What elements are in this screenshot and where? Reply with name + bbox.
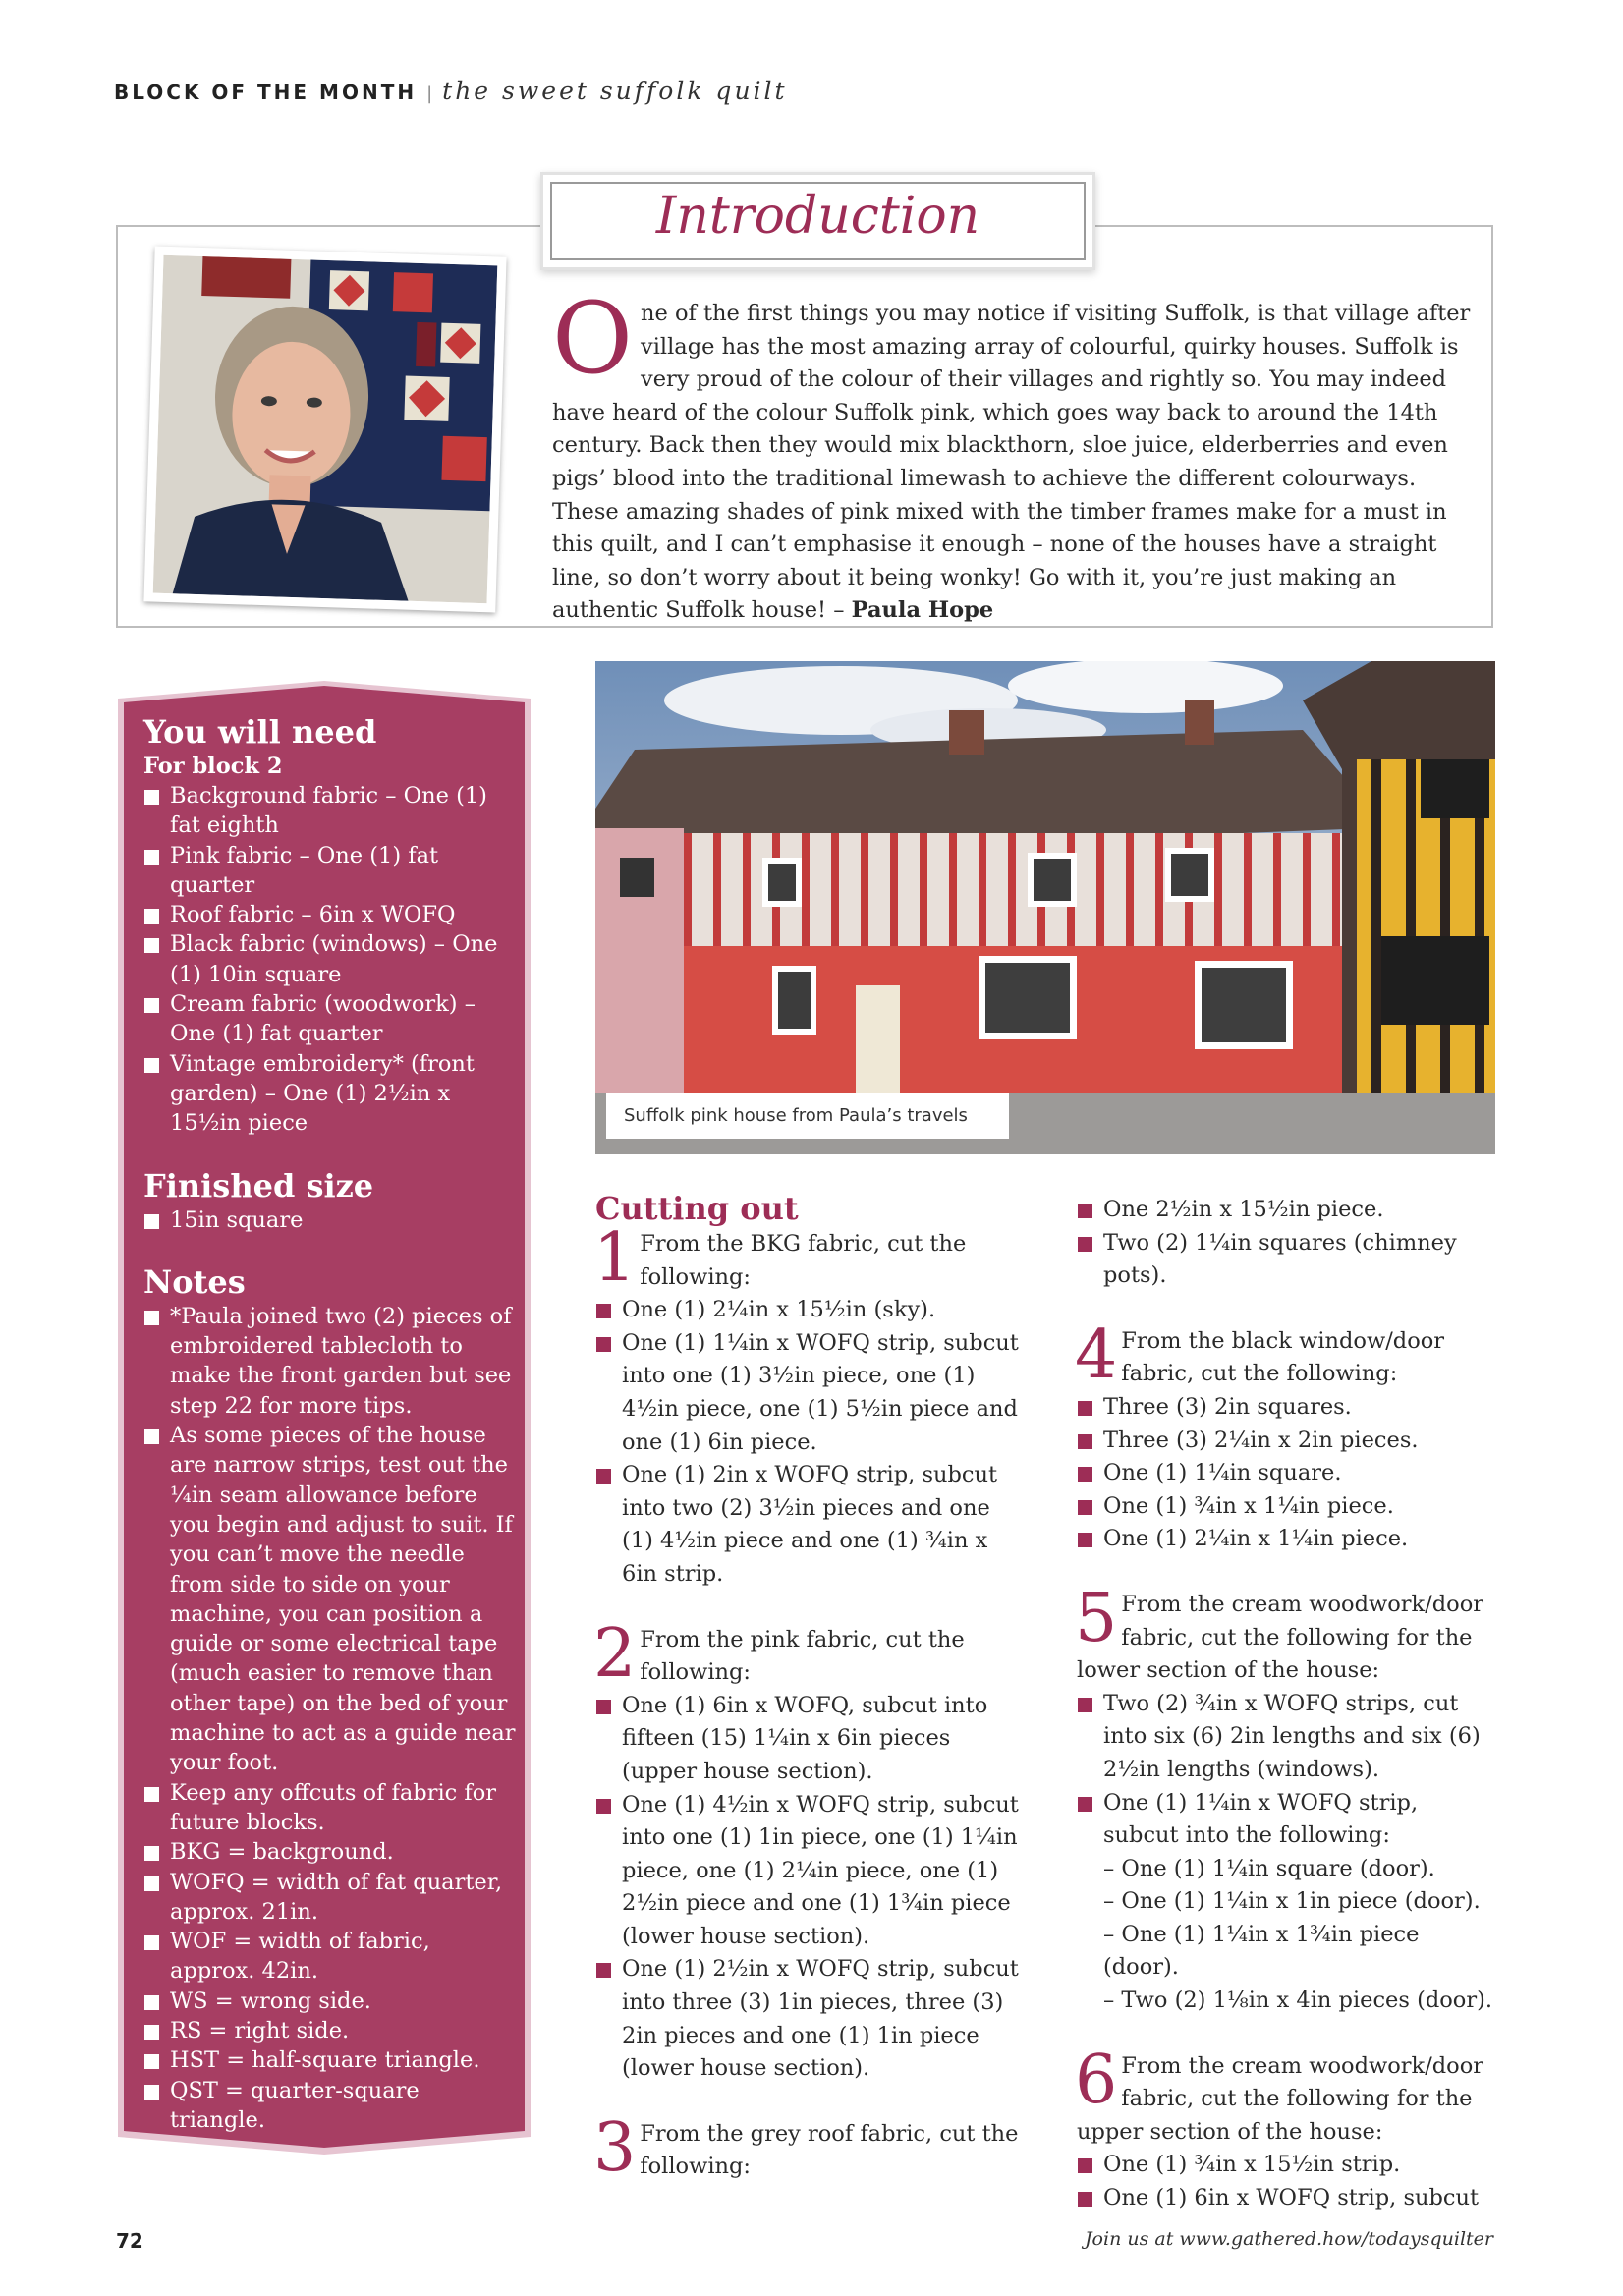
step-3 bbox=[593, 2108, 1028, 2187]
list-item: One (1) 1¼in x WOFQ strip, subcut into one (1) 3½in piece, one (1) 4½in piece, one (1) 5½in piece and one (1) 6in piece. bbox=[595, 1327, 1028, 1459]
size-list bbox=[143, 1205, 517, 1235]
list-item: Roof fabric – 6in x WOFQ bbox=[143, 900, 517, 929]
step-number: 6 bbox=[1075, 2041, 1118, 2119]
list-item: One (1) 1¼in square. bbox=[1077, 1457, 1499, 1490]
step-intro: From the pink fabric, cut the following: bbox=[640, 1626, 965, 1686]
list-item: Keep any offcuts of fabric for future blocks. bbox=[143, 1778, 517, 1838]
step-6 bbox=[1075, 2041, 1499, 2215]
list-item: Pink fabric – One (1) fat quarter bbox=[143, 841, 517, 901]
list-item: One (1) 2½in x WOFQ strip, subcut into three (3) 1in pieces, three (3) 2in pieces and one (1) 1in piece (lower house section). bbox=[595, 1953, 1028, 2085]
finished-size-heading: Finished size bbox=[143, 1166, 374, 1204]
series-title: the sweet suffolk quilt bbox=[442, 77, 788, 105]
list-item: Cream fabric (woodwork) – One (1) fat quarter bbox=[143, 989, 517, 1049]
list-item: BKG = background. bbox=[143, 1837, 517, 1867]
notes-list bbox=[143, 1302, 517, 2135]
list-item: One (1) 6in x WOFQ strip, subcut bbox=[1077, 2182, 1499, 2215]
list-item: RS = right side. bbox=[143, 2016, 517, 2045]
list-item: Vintage embroidery* (front garden) – One (1) 2½in x 15½in piece bbox=[143, 1049, 517, 1139]
block-subheading: For block 2 bbox=[143, 754, 283, 779]
step-intro: From the cream woodwork/door fabric, cut the following for the upper section of the house: bbox=[1077, 2052, 1484, 2145]
sub-list-item: – Two (2) 1⅛in x 4in pieces (door). bbox=[1103, 1988, 1493, 2014]
list-item: One (1) 6in x WOFQ, subcut into fifteen (15) 1¼in x 6in pieces (upper house section). bbox=[595, 1690, 1028, 1789]
step-number: 4 bbox=[1075, 1316, 1118, 1394]
sub-list-item: – One (1) 1¼in x 1¾in piece (door). bbox=[1103, 1921, 1420, 1981]
step-intro: From the black window/door fabric, cut the following: bbox=[1121, 1327, 1445, 1387]
sidebar-content bbox=[143, 712, 517, 2135]
cutting-column-1 bbox=[593, 1189, 1028, 2187]
list-item: One 2½in x 15½in piece. bbox=[1077, 1194, 1499, 1227]
page-number: 72 bbox=[116, 2229, 143, 2253]
list-item: One (1) 2¼in x 1¼in piece. bbox=[1077, 1523, 1499, 1556]
list-item: Three (3) 2¼in x 2in pieces. bbox=[1077, 1425, 1499, 1458]
you-will-need-heading: You will need bbox=[143, 713, 377, 751]
author-portrait bbox=[143, 246, 506, 612]
step-number: 2 bbox=[593, 1614, 637, 1693]
step-3-list bbox=[1077, 1194, 1499, 1293]
sub-list-item: – One (1) 1¼in x 1in piece (door). bbox=[1103, 1888, 1481, 1915]
house-photo bbox=[595, 661, 1495, 1154]
step-number: 1 bbox=[593, 1219, 637, 1297]
list-item: Background fabric – One (1) fat eighth bbox=[143, 781, 517, 841]
section-label: BLOCK OF THE MONTH bbox=[114, 81, 418, 104]
list-item: WS = wrong side. bbox=[143, 1987, 517, 2016]
intro-body: ne of the first things you may notice if visiting Suffolk, is that village after village has the most amazing array of colourful, quirky houses. Suffolk is very proud of the colour of their villages and rightly so. You may indeed have heard of the colour Suffolk pink, which goes way back to around the 14th century. Back then they would mix blackthorn, sloe juice, elderberries and even pigs’ blood into the traditional limewash to achieve the different colourways. These amazing shades of pink mixed with the timber frames make for a must in this quilt, and I can’t emphasise it enough – none of the houses have a straight line, so don’t worry about it being wonky! Go with it, you’re just making an authentic Suffolk house! – bbox=[552, 301, 1471, 624]
header-separator: | bbox=[426, 84, 433, 104]
step-intro: From the BKG fabric, cut the following: bbox=[640, 1231, 967, 1290]
list-item: QST = quarter-square triangle. bbox=[143, 2076, 517, 2136]
intro-author: Paula Hope bbox=[851, 597, 994, 624]
step-intro: From the grey roof fabric, cut the following: bbox=[640, 2120, 1019, 2180]
list-item: One (1) 2in x WOFQ strip, subcut into two (2) 3½in pieces and one (1) 4½in piece and one (1) ¾in x 6in strip. bbox=[595, 1459, 1028, 1591]
list-item: As some pieces of the house are narrow strips, test out the ¼in seam allowance before you begin and adjust to suit. If you can’t move the needle from side to side on your machine, you can position a guide or some electrical tape (much easier to remove than other tape) on the bed of your machine to act as a guide near your foot. bbox=[143, 1421, 517, 1778]
intro-text bbox=[552, 281, 1479, 628]
step-intro: From the cream woodwork/door fabric, cut the following for the lower section of the house: bbox=[1077, 1591, 1484, 1684]
sub-list-item: – One (1) 1¼in square (door). bbox=[1103, 1855, 1435, 1881]
notes-heading: Notes bbox=[143, 1262, 246, 1301]
footer-link[interactable]: Join us at www.gathered.how/todaysquilter bbox=[1084, 2228, 1493, 2250]
list-item: WOF = width of fabric, approx. 42in. bbox=[143, 1927, 517, 1987]
step-2 bbox=[593, 1614, 1028, 2086]
drop-cap: O bbox=[552, 281, 633, 396]
portrait-image bbox=[153, 255, 498, 604]
step-1 bbox=[593, 1219, 1028, 1592]
list-item: 15in square bbox=[143, 1205, 517, 1235]
photo-caption: Suffolk pink house from Paula’s travels bbox=[606, 1093, 1009, 1139]
list-item: One (1) 1¼in x WOFQ strip, subcut into the following: bbox=[1077, 1787, 1499, 1853]
list-item: WOFQ = width of fat quarter, approx. 21in. bbox=[143, 1868, 517, 1928]
running-header bbox=[114, 77, 788, 105]
step-4 bbox=[1075, 1316, 1499, 1556]
list-item: One (1) ¾in x 15½in strip. bbox=[1077, 2149, 1499, 2182]
list-item: One (1) 2¼in x 15½in (sky). bbox=[595, 1294, 1028, 1327]
list-item: HST = half-square triangle. bbox=[143, 2045, 517, 2075]
list-item: One (1) ¾in x 1¼in piece. bbox=[1077, 1490, 1499, 1524]
intro-heading: Introduction bbox=[655, 187, 980, 246]
cutting-column-2 bbox=[1077, 1194, 1499, 2215]
list-item: Two (2) ¾in x WOFQ strips, cut into six (6) 2in lengths and six (6) 2½in lengths (windows). bbox=[1077, 1688, 1499, 1787]
materials-list bbox=[143, 781, 517, 1139]
list-item: One (1) 4½in x WOFQ strip, subcut into one (1) 1in piece, one (1) 1¼in piece, one (1) 2¼in piece, one (1) 2½in piece and one (1) 1¾in piece (lower house section). bbox=[595, 1789, 1028, 1954]
step-number: 5 bbox=[1075, 1579, 1118, 1657]
list-item: Two (2) 1¼in squares (chimney pots). bbox=[1077, 1227, 1499, 1293]
list-item: Three (3) 2in squares. bbox=[1077, 1391, 1499, 1425]
list-item: *Paula joined two (2) pieces of embroidered tablecloth to make the front garden but see step 22 for more tips. bbox=[143, 1302, 517, 1421]
cutting-out-heading: Cutting out bbox=[595, 1190, 799, 1227]
list-item: Black fabric (windows) – One (1) 10in square bbox=[143, 929, 517, 989]
step-5 bbox=[1075, 1579, 1499, 2018]
step-number: 3 bbox=[593, 2108, 637, 2187]
